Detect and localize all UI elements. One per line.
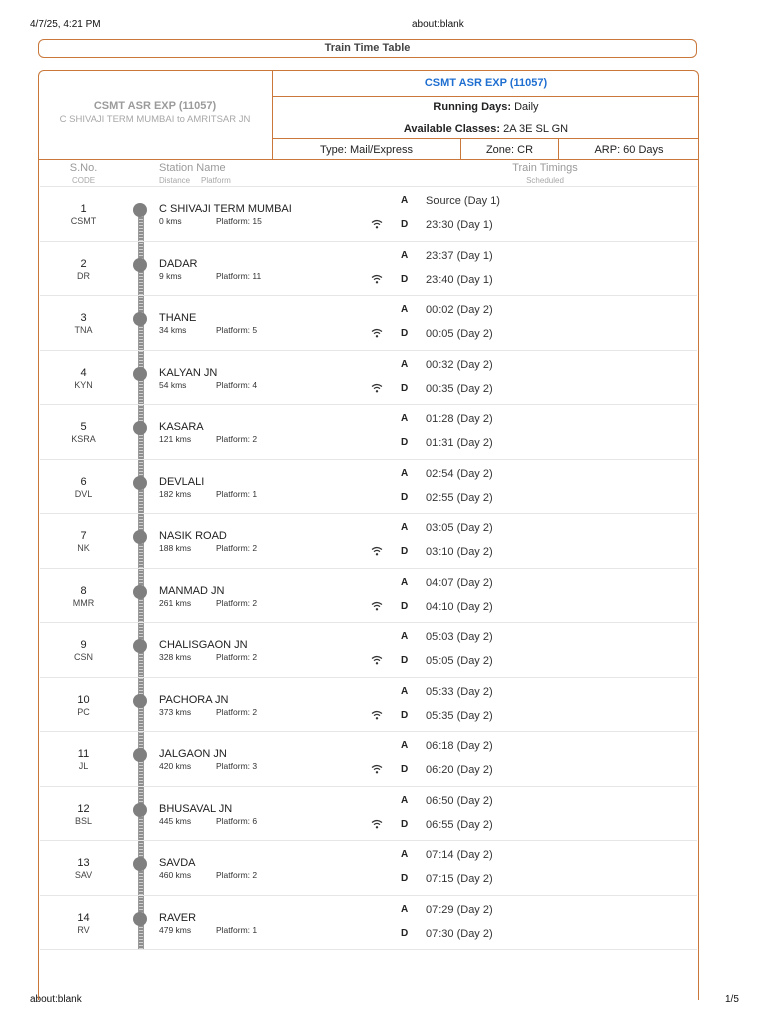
station-name: SAVDA — [159, 857, 196, 869]
train-name-grey: CSMT ASR EXP (11057) — [93, 100, 217, 112]
col-platform: Platform — [201, 176, 231, 185]
train-route: C SHIVAJI TERM MUMBAI to AMRITSAR JN — [59, 114, 251, 125]
station-row — [40, 786, 697, 840]
station-code: DR — [77, 270, 90, 281]
station-dot-icon — [133, 639, 147, 653]
station-platform: Platform: 2 — [216, 543, 258, 553]
station-name: DEVLALI — [159, 475, 205, 488]
station-sno: 13 — [77, 857, 90, 869]
departure-label: D — [401, 764, 409, 775]
station-dot-icon — [133, 476, 147, 490]
arrival-label: A — [401, 740, 409, 751]
station-platform: Platform: 4 — [216, 379, 258, 390]
station-dot-icon — [133, 312, 147, 326]
wifi-icon — [371, 707, 383, 717]
arrival-label: A — [401, 249, 409, 261]
col-distance: Distance — [159, 176, 191, 185]
departure-time: 01:31 (Day 2) — [426, 437, 493, 449]
page-title: Train Time Table — [38, 39, 697, 58]
classes-value: 2A 3E SL GN — [503, 123, 569, 135]
arrival-time: 00:02 (Day 2) — [426, 304, 493, 316]
station-distance: 188 kms — [159, 543, 192, 553]
train-name-link-text: CSMT ASR EXP (11057) — [424, 77, 548, 89]
station-name: NASIK ROAD — [159, 530, 227, 542]
station-sno: 11 — [77, 748, 90, 760]
station-dot-icon — [133, 857, 147, 871]
station-distance: 445 kms — [159, 815, 192, 826]
arrival-time: 04:07 (Day 2) — [426, 576, 493, 589]
wifi-icon — [371, 816, 383, 826]
train-zone: Zone: CR — [461, 139, 559, 160]
station-code: CSN — [73, 652, 93, 662]
arrival-time: 07:14 (Day 2) — [426, 849, 493, 861]
departure-label: D — [401, 273, 409, 285]
departure-label: D — [401, 437, 409, 448]
arrival-time: 00:32 (Day 2) — [426, 358, 493, 371]
station-sno: 9 — [80, 639, 87, 651]
station-distance: 9 kms — [159, 270, 182, 281]
station-sno: 14 — [77, 911, 90, 924]
station-platform: Platform: 1 — [216, 924, 258, 935]
arrival-label: A — [401, 195, 409, 206]
departure-time: 04:10 (Day 2) — [426, 600, 493, 613]
station-dot-icon — [133, 421, 147, 435]
arrival-label: A — [401, 849, 409, 860]
print-datetime: 4/7/25, 4:21 PM — [30, 19, 101, 30]
station-sno: 4 — [80, 366, 87, 379]
wifi-icon — [371, 216, 383, 226]
station-code: KYN — [74, 379, 93, 390]
station-dot-icon — [133, 258, 147, 272]
station-platform: Platform: 2 — [216, 706, 258, 717]
arrival-time: 23:37 (Day 1) — [426, 249, 493, 262]
arrival-time: 05:33 (Day 2) — [426, 685, 493, 698]
departure-time: 00:35 (Day 2) — [426, 382, 493, 395]
train-type: Type: Mail/Express — [273, 139, 461, 160]
departure-label: D — [401, 818, 409, 830]
station-name: DADAR — [159, 257, 198, 270]
arrival-label: A — [401, 413, 409, 424]
wifi-icon — [371, 325, 383, 335]
col-scheduled: Scheduled — [526, 176, 564, 185]
departure-label: D — [401, 600, 409, 612]
station-platform: Platform: 15 — [216, 216, 262, 226]
train-arp: ARP: 60 Days — [559, 139, 699, 160]
departure-label: D — [401, 546, 409, 557]
station-name: C SHIVAJI TERM MUMBAI — [159, 203, 292, 215]
page-number: 1/5 — [725, 994, 739, 1005]
station-code: MMR — [72, 597, 95, 608]
arrival-time: 07:29 (Day 2) — [426, 903, 493, 916]
wifi-icon — [371, 380, 383, 390]
wifi-icon — [371, 761, 383, 771]
station-code: BSL — [74, 815, 92, 826]
arrival-time: Source (Day 1) — [426, 195, 500, 207]
departure-time: 00:05 (Day 2) — [426, 328, 493, 340]
station-code: TNA — [74, 325, 93, 335]
station-row — [40, 295, 697, 349]
station-distance: 182 kms — [159, 488, 192, 499]
arrival-time: 05:03 (Day 2) — [426, 631, 493, 643]
station-dot-icon — [133, 912, 147, 926]
arrival-label: A — [401, 685, 409, 697]
arrival-label: A — [401, 794, 409, 806]
station-row — [40, 895, 697, 949]
station-name: CHALISGAON JN — [159, 639, 248, 651]
departure-label: D — [401, 491, 409, 503]
station-name: RAVER — [159, 911, 197, 924]
station-sno: 3 — [80, 312, 87, 324]
station-sno: 6 — [80, 475, 87, 488]
station-sno: 12 — [77, 802, 90, 815]
station-platform: Platform: 2 — [216, 870, 258, 880]
station-distance: 479 kms — [159, 924, 192, 935]
station-code: RV — [77, 924, 90, 935]
arrival-label: A — [401, 304, 409, 315]
arrival-label: A — [401, 903, 409, 915]
station-name: JALGAON JN — [159, 748, 227, 760]
station-row — [40, 677, 697, 731]
station-platform: Platform: 5 — [216, 325, 258, 335]
station-name: BHUSAVAL JN — [159, 802, 233, 815]
departure-time: 06:55 (Day 2) — [426, 818, 493, 831]
station-platform: Platform: 6 — [216, 815, 258, 826]
station-code: JL — [78, 761, 89, 771]
departure-label: D — [401, 927, 409, 939]
station-dot-icon — [133, 748, 147, 762]
station-row — [40, 622, 697, 676]
departure-time: 03:10 (Day 2) — [426, 546, 493, 558]
print-url: about:blank — [412, 19, 464, 30]
station-code: NK — [77, 543, 90, 553]
station-row — [40, 513, 697, 567]
station-distance: 0 kms — [159, 216, 182, 226]
station-row — [40, 568, 697, 622]
departure-label: D — [401, 382, 409, 394]
station-name: KALYAN JN — [159, 366, 218, 379]
station-platform: Platform: 11 — [216, 270, 262, 281]
departure-time: 05:35 (Day 2) — [426, 709, 493, 722]
wifi-icon — [371, 271, 383, 281]
station-row — [40, 840, 697, 894]
station-code: KSRA — [71, 434, 96, 444]
station-distance: 54 kms — [159, 379, 187, 390]
departure-label: D — [401, 709, 409, 721]
arrival-time: 06:18 (Day 2) — [426, 740, 493, 752]
arrival-time: 01:28 (Day 2) — [426, 413, 493, 425]
arrival-label: A — [401, 522, 409, 533]
departure-time: 23:40 (Day 1) — [426, 273, 493, 286]
station-sno: 10 — [77, 693, 90, 706]
station-row — [40, 731, 697, 785]
station-row — [40, 350, 697, 404]
footer-url: about:blank — [30, 994, 82, 1005]
station-row — [40, 241, 697, 295]
station-code: DVL — [74, 488, 93, 499]
station-row — [40, 459, 697, 513]
arrival-time: 02:54 (Day 2) — [426, 467, 493, 480]
station-platform: Platform: 3 — [216, 761, 258, 771]
running-days-value: Daily — [514, 101, 539, 113]
wifi-icon — [371, 543, 383, 553]
station-platform: Platform: 2 — [216, 434, 258, 444]
station-code: PC — [77, 706, 90, 717]
row-divider — [40, 949, 697, 950]
station-distance: 328 kms — [159, 652, 192, 662]
station-dot-icon — [133, 367, 147, 381]
train-summary — [38, 70, 273, 160]
wifi-icon — [371, 652, 383, 662]
station-dot-icon — [133, 803, 147, 817]
station-row — [40, 186, 697, 240]
station-dot-icon — [133, 585, 147, 599]
col-station: Station Name — [159, 162, 226, 174]
station-sno: 8 — [80, 584, 87, 597]
departure-time: 07:15 (Day 2) — [426, 873, 493, 885]
station-sno: 2 — [80, 257, 87, 270]
available-classes — [273, 119, 699, 139]
arrival-label: A — [401, 358, 409, 370]
station-code: SAV — [74, 870, 93, 880]
station-name: PACHORA JN — [159, 693, 229, 706]
station-distance: 420 kms — [159, 761, 192, 771]
station-platform: Platform: 2 — [216, 652, 258, 662]
departure-label: D — [401, 219, 409, 230]
station-sno: 5 — [80, 421, 87, 433]
arrival-label: A — [401, 467, 409, 479]
running-days — [273, 97, 699, 119]
station-dot-icon — [133, 694, 147, 708]
arrival-time: 06:50 (Day 2) — [426, 794, 493, 807]
departure-time: 05:05 (Day 2) — [426, 655, 493, 667]
departure-time: 23:30 (Day 1) — [426, 219, 493, 231]
station-distance: 373 kms — [159, 706, 192, 717]
arrival-time: 03:05 (Day 2) — [426, 522, 493, 534]
station-distance: 34 kms — [159, 325, 187, 335]
col-timings: Train Timings — [512, 162, 578, 174]
station-code: CSMT — [70, 216, 97, 226]
col-sno: S.No. — [69, 162, 98, 174]
station-name: THANE — [159, 312, 197, 324]
station-platform: Platform: 2 — [216, 597, 258, 608]
departure-label: D — [401, 328, 409, 339]
departure-time: 07:30 (Day 2) — [426, 927, 493, 940]
arrival-label: A — [401, 576, 409, 588]
arrival-label: A — [401, 631, 409, 642]
col-code: CODE — [71, 176, 96, 185]
wifi-icon — [371, 598, 383, 608]
station-distance: 460 kms — [159, 870, 192, 880]
station-platform: Platform: 1 — [216, 488, 258, 499]
running-days-label: Running Days: — [433, 101, 512, 113]
station-sno: 7 — [80, 530, 87, 542]
departure-label: D — [401, 655, 409, 666]
train-name-link[interactable] — [273, 70, 699, 97]
departure-label: D — [401, 873, 409, 884]
station-distance: 261 kms — [159, 597, 192, 608]
station-dot-icon — [133, 530, 147, 544]
departure-time: 06:20 (Day 2) — [426, 764, 493, 776]
station-sno: 1 — [80, 203, 87, 215]
classes-label: Available Classes: — [403, 123, 501, 135]
station-name: KASARA — [159, 421, 204, 433]
station-dot-icon — [133, 203, 147, 217]
station-name: MANMAD JN — [159, 584, 225, 597]
station-distance: 121 kms — [159, 434, 192, 444]
station-row — [40, 404, 697, 458]
departure-time: 02:55 (Day 2) — [426, 491, 493, 504]
